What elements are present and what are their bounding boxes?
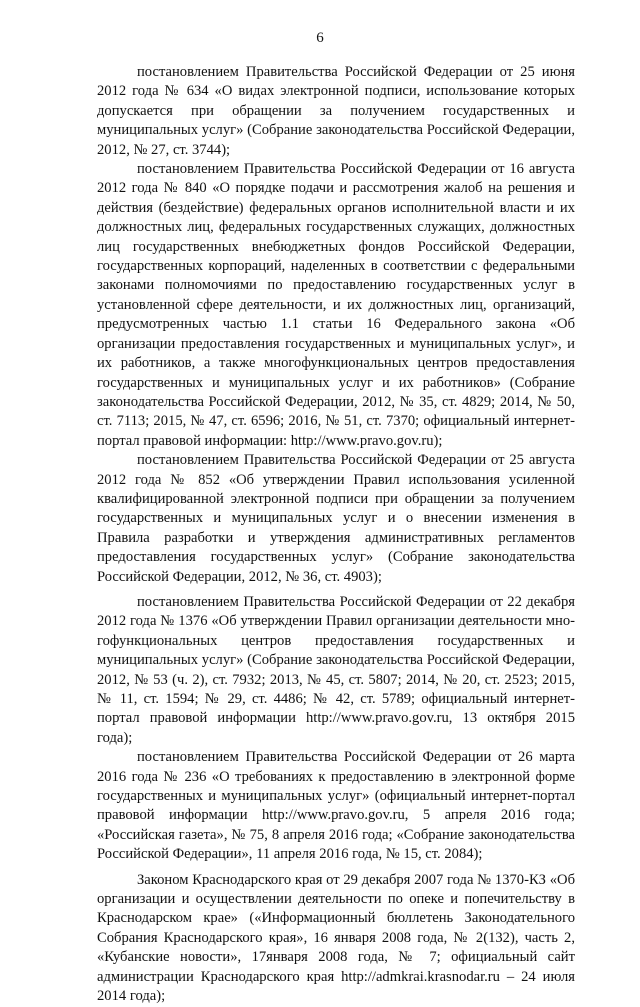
page-number: 6 [316, 30, 324, 46]
paragraph-resolution-852: постановлением Правительства Российской Федерации от 25 августа 2012 года № 852 «Об утверждении Правил использования усиленной квалифицированной электронной подписи при обращении за получением государственных и муниципальных услуг и о внесении изменения в Правила разработки и утверждения административных регламентов предоставления государственных услуг» (Собрание законодательства Российской Федерации, 2012, № 36, ст. 4903); [97, 452, 575, 585]
paragraph-krasnodar-law-1370: Законом Краснодарского края от 29 декабря 2007 года № 1370-КЗ «Об организации и осуществлении деятельности по опеке и попечительству в Краснодарском крае» («Информационный бюллетень Законодательного Собрания Краснодарского края», 16 января 2008 года, № 2(132), часть 2, «Кубанские новости», 17января 2008 года, № 7; официальный сайт администрации Краснодарского края http://admkrai.krasnodar.ru – 24 июля 2014 года); [97, 871, 575, 1005]
paragraph-resolution-634: постановлением Правительства Российской Федерации от 25 июня 2012 года № 634 «О видах электронной подписи, использование которых допускается при обращении за получением государственных и муниципальных услуг» (Собрание законодательства Российской Федерации, 2012, № 27, ст. 3744); [97, 64, 575, 158]
paragraph-resolution-840: постановлением Правительства Российской Федерации от 16 августа 2012 года № 840 «О порядке подачи и рассмотрения жалоб на решения и действия (бездействие) федеральных органов исполнительной власти и их должностных лиц, федеральных государственных служащих, должностных лиц государственных внебюджетных фондов Российской Федерации, государственных корпораций, наделенных в соответствии с федеральными законами полномочиями по предоставлению государственных услуг в установленной сфере деятельности, и их должностных лиц, организаций, предусмотренных частью 1.1 статьи 16 Федерального закона «Об организации предоставления государственных и муниципальных услуг», и их работников, а также многофункциональных центров предоставления государственных и муниципальных услуг и их работников» (Собрание законодательства Российской Федерации, 2012, № 35, ст. 4829; 2014, № 50, ст. 7113; 2015, № 47, ст. 6596; 2016, № 51, ст. 7370; официальный интернет-портал правовой информации: http://www.pravo.gov.ru); [97, 161, 575, 449]
paragraph-resolution-236: постановлением Правительства Российской Федерации от 26 марта 2016 года № 236 «О требованиях к предоставлению в электронной форме государственных и муниципальных услуг» (официальный интернет-портал правовой информации http://www.pravo.gov.ru, 5 апреля 2016 года; «Российская газета», № 75, 8 апреля 2016 года; «Собрание законодательства Российской Федерации», 11 апреля 2016 года, № 15, ст. 2084); [97, 749, 575, 863]
document-body [97, 63, 575, 1007]
paragraph-resolution-1376: постановлением Правительства Российской Федерации от 22 декабря 2012 года № 1376 «Об утверждении Правил организации деятельности многофункциональных центров предоставления государственных и муниципальных услуг» (Собрание законодательства Российской Федерации, 2012, № 53 (ч. 2), ст. 7932; 2013, № 45, ст. 5807; 2014, № 20, ст. 2523; 2015, № 11, ст. 1594; № 29, ст. 4486; № 42, ст. 5789; официальный интернет-портал правовой информации http://www.pravo.gov.ru, 13 октября 2015 года); [97, 593, 575, 746]
